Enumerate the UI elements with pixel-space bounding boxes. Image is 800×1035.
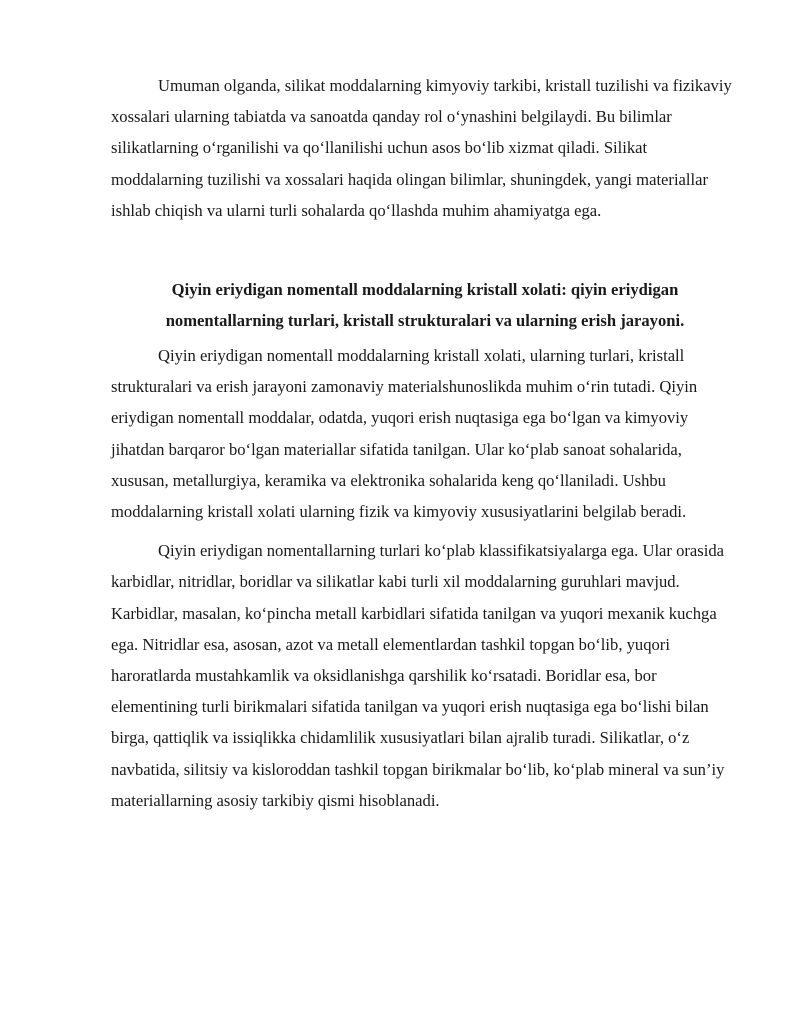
paragraph-3: Qiyin eriydigan nomentallarning turlari ko‘plab klassifikatsiyalarga ega. Ular orasida karbidlar, nitridlar, boridlar va silikatlar kabi turli xil moddalarning guruhlari mavjud. Karbidlar, masalan, ko‘pincha metall karbidlari sifatida tanilgan va yuqori mexanik kuchga ega. Nitridlar esa, asosan, azot va metall elementlardan tashkil topgan bo‘lib, yuqori haroratlarda mustahkamlik va oksidlanishga qarshilik ko‘rsatadi. Boridlar esa, bor elementining turli birikmalari sifatida tanilgan va yuqori erish nuqtasiga ega bo‘lishi bilan birga, qattiqlik va issiqlikka chidamlilik xususiyatlari bilan ajralib turadi. Silikatlar, o‘z navbatida, silitsiy va kisloroddan tashkil topgan birikmalar bo‘lib, ko‘plab mineral va sun’iy materiallarning asosiy tarkibiy qismi hisoblanadi. [111,541,725,810]
paragraph-1: Umuman olganda, silikat moddalarning kimyoviy tarkibi, kristall tuzilishi va fizikaviy xossalari ularning tabiatda va sanoatda qanday rol o‘ynashini belgilaydi. Bu bilimlar silikatlarning o‘rganilishi va qo‘llanilishi uchun asos bo‘lib xizmat qiladi. Silikat moddalarning tuzilishi va xossalari haqida olingan bilimlar, shuningdek, yangi materiallar ishlab chiqish va ularni turli sohalarda qo‘llashda muhim ahamiyatga ega. [111,76,732,220]
section-heading: Qiyin eriydigan nomentall moddalarning kristall xolati: qiyin eriydigan nomentallarning turlari, kristall strukturalari va ularning erish jarayoni. [165,280,685,331]
document-body [111,70,739,816]
paragraph-2: Qiyin eriydigan nomentall moddalarning kristall xolati, ularning turlari, kristall strukturalari va erish jarayoni zamonaviy materialshunoslikda muhim o‘rin tutadi. Qiyin eriydigan nomentall moddalar, odatda, yuqori erish nuqtasiga ega bo‘lgan va kimyoviy jihatdan barqaror bo‘lgan materiallar sifatida tanilgan. Ular ko‘plab sanoat sohalarida, xususan, metallurgiya, keramika va elektronika sohalarida keng qo‘llaniladi. Ushbu moddalarning kristall xolati ularning fizik va kimyoviy xususiyatlarini belgilab beradi. [111,346,698,522]
